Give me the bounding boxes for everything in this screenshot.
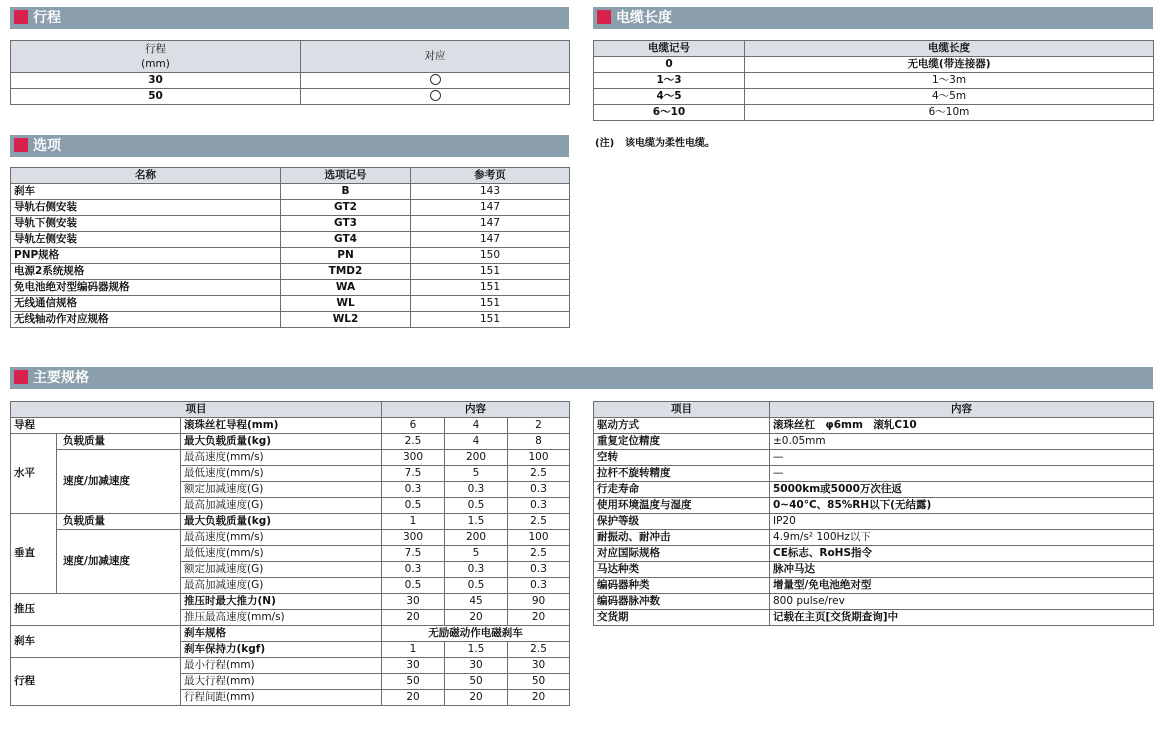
- table-row: [11, 264, 570, 280]
- table-cell: 20: [445, 610, 508, 626]
- table-row: [11, 248, 570, 264]
- section-title: 选项: [33, 138, 61, 154]
- table-cell: 2: [508, 418, 570, 434]
- table-header: 名称: [11, 168, 281, 184]
- table-row: [594, 418, 1154, 434]
- table-row: [594, 89, 1154, 105]
- note-text: 该电缆为柔性电缆。: [625, 138, 715, 149]
- table-row: [11, 450, 570, 466]
- table-cell: 1.5: [445, 642, 508, 658]
- table-cell: 电源2系统规格: [11, 264, 281, 280]
- table-cell: 导轨下侧安装: [11, 216, 281, 232]
- table-header: 项目: [11, 402, 382, 418]
- group-label: 推压: [11, 594, 181, 626]
- table-header: 项目: [594, 402, 770, 418]
- sub-group-label: 负载质量: [57, 434, 181, 450]
- row-label: 行走寿命: [594, 482, 770, 498]
- table-cell: GT2: [281, 200, 411, 216]
- table-cell: GT4: [281, 232, 411, 248]
- available-circle-icon: [430, 90, 441, 101]
- table-cell: PN: [281, 248, 411, 264]
- table-row: [11, 280, 570, 296]
- table-cell: 200: [445, 450, 508, 466]
- table-cell: 1: [382, 642, 445, 658]
- table-cell: 1: [382, 514, 445, 530]
- table-header: 对应: [301, 41, 570, 73]
- table-cell: —: [770, 466, 1154, 482]
- table-cell: 30: [382, 658, 445, 674]
- section-header-specs: [10, 367, 1153, 389]
- table-cell: 2.5: [382, 434, 445, 450]
- table-cell: PNP规格: [11, 248, 281, 264]
- table-cell: 7.5: [382, 466, 445, 482]
- table-cell: 20: [445, 690, 508, 706]
- row-label: 保护等级: [594, 514, 770, 530]
- group-label: 导程: [11, 418, 181, 434]
- table-cell: 2.5: [508, 466, 570, 482]
- table-cell: 20: [508, 690, 570, 706]
- table-row: [11, 216, 570, 232]
- table-cell: WA: [281, 280, 411, 296]
- table-row: [594, 530, 1154, 546]
- group-label: 垂直: [11, 514, 57, 594]
- table-cell: 0.3: [445, 482, 508, 498]
- table-cell: WL2: [281, 312, 411, 328]
- table-row: [594, 105, 1154, 121]
- section-marker-icon: [14, 370, 28, 384]
- table-row: [11, 418, 570, 434]
- table-cell: CE标志、RoHS指令: [770, 546, 1154, 562]
- table-cell: TMD2: [281, 264, 411, 280]
- group-label: 水平: [11, 434, 57, 514]
- table-cell: 30: [508, 658, 570, 674]
- table-row: [594, 466, 1154, 482]
- section-header-options: [10, 135, 569, 157]
- row-label: 最低速度(mm/s): [181, 546, 382, 562]
- row-label: 推压最高速度(mm/s): [181, 610, 382, 626]
- table-row: [594, 514, 1154, 530]
- row-label: 刹车规格: [181, 626, 382, 642]
- table-row: [11, 89, 570, 105]
- table-cell: 45: [445, 594, 508, 610]
- table-cell: 滚珠丝杠 φ6mm 滚轧C10: [770, 418, 1154, 434]
- table-cell: 8: [508, 434, 570, 450]
- table-row: [594, 482, 1154, 498]
- row-label: 最高加减速度(G): [181, 578, 382, 594]
- available-circle-icon: [430, 74, 441, 85]
- table-cell: 30: [382, 594, 445, 610]
- table-cell: 0.5: [382, 578, 445, 594]
- table-row: [594, 610, 1154, 626]
- table-cell: 0.3: [508, 498, 570, 514]
- row-label: 最大行程(mm): [181, 674, 382, 690]
- table-cell: 0.5: [445, 498, 508, 514]
- row-label: 最高速度(mm/s): [181, 530, 382, 546]
- table-cell: 0.3: [382, 482, 445, 498]
- table-cell: 无励磁动作电磁刹车: [382, 626, 570, 642]
- row-label: 马达种类: [594, 562, 770, 578]
- row-label: 推压时最大推力(N): [181, 594, 382, 610]
- options-table: [10, 167, 570, 328]
- table-cell: IP20: [770, 514, 1154, 530]
- row-label: 使用环境温度与湿度: [594, 498, 770, 514]
- table-cell: 100: [508, 530, 570, 546]
- row-label: 交货期: [594, 610, 770, 626]
- table-row: [594, 450, 1154, 466]
- table-cell: 记载在主页[交货期查询]中: [770, 610, 1154, 626]
- specs-left-table: [10, 401, 570, 706]
- table-header: 电缆记号: [594, 41, 745, 57]
- table-row: [594, 578, 1154, 594]
- table-cell: 151: [411, 312, 570, 328]
- table-cell: 0.3: [508, 578, 570, 594]
- table-row: [11, 530, 570, 546]
- table-cell: 2.5: [508, 514, 570, 530]
- sub-group-label: 速度/加减速度: [57, 450, 181, 514]
- table-cell: 0.3: [508, 482, 570, 498]
- table-cell: 0.3: [508, 562, 570, 578]
- table-cell: 2.5: [508, 546, 570, 562]
- table-row: [11, 296, 570, 312]
- table-row: [11, 434, 570, 450]
- table-cell: 6: [382, 418, 445, 434]
- table-row: [594, 562, 1154, 578]
- row-label: 额定加减速度(G): [181, 482, 382, 498]
- cable-table: [593, 40, 1154, 121]
- table-cell: 100: [508, 450, 570, 466]
- table-cell: 导轨右侧安装: [11, 200, 281, 216]
- table-row: [11, 73, 570, 89]
- table-header: 选项记号: [281, 168, 411, 184]
- table-cell: 导轨左侧安装: [11, 232, 281, 248]
- stroke-table: [10, 40, 570, 105]
- table-cell: B: [281, 184, 411, 200]
- table-row: [594, 546, 1154, 562]
- table-row: [594, 73, 1154, 89]
- table-cell: 0.5: [445, 578, 508, 594]
- table-cell: 5: [445, 546, 508, 562]
- table-cell: 增量型/免电池绝对型: [770, 578, 1154, 594]
- table-cell: 151: [411, 296, 570, 312]
- table-cell: 无线通信规格: [11, 296, 281, 312]
- group-label: 行程: [11, 658, 181, 706]
- table-cell: 无电缆(带连接器): [745, 57, 1154, 73]
- table-cell: 0: [594, 57, 745, 73]
- row-label: 最高速度(mm/s): [181, 450, 382, 466]
- row-label: 重复定位精度: [594, 434, 770, 450]
- table-row: [594, 434, 1154, 450]
- row-label: 最高加减速度(G): [181, 498, 382, 514]
- row-label: 对应国际规格: [594, 546, 770, 562]
- table-header: 行程 (mm): [11, 41, 301, 73]
- table-cell: GT3: [281, 216, 411, 232]
- table-cell: 30: [11, 73, 301, 89]
- table-cell: 4.9m/s² 100Hz以下: [770, 530, 1154, 546]
- group-label: 刹车: [11, 626, 181, 658]
- table-cell: 5: [445, 466, 508, 482]
- table-cell: 无线轴动作对应规格: [11, 312, 281, 328]
- table-row: [594, 57, 1154, 73]
- table-row: [11, 594, 570, 610]
- row-label: 行程间距(mm): [181, 690, 382, 706]
- table-cell: 0.3: [445, 562, 508, 578]
- table-cell: WL: [281, 296, 411, 312]
- table-cell: 免电池绝对型编码器规格: [11, 280, 281, 296]
- table-header: 电缆长度: [745, 41, 1154, 57]
- section-header-cable: [593, 7, 1153, 29]
- section-marker-icon: [597, 10, 611, 24]
- table-cell: 脉冲马达: [770, 562, 1154, 578]
- table-cell: 4: [445, 434, 508, 450]
- row-label: 最低速度(mm/s): [181, 466, 382, 482]
- table-header: 内容: [382, 402, 570, 418]
- table-cell: 20: [508, 610, 570, 626]
- row-label: 最大负载质量(kg): [181, 434, 382, 450]
- table-cell: 147: [411, 216, 570, 232]
- table-cell: 800 pulse/rev: [770, 594, 1154, 610]
- table-header: 参考页: [411, 168, 570, 184]
- table-row: [11, 184, 570, 200]
- table-cell: 50: [508, 674, 570, 690]
- table-cell: 4: [445, 418, 508, 434]
- table-cell: 4～5m: [745, 89, 1154, 105]
- table-cell: 5000km或5000万次往返: [770, 482, 1154, 498]
- table-row: [11, 514, 570, 530]
- table-header: 内容: [770, 402, 1154, 418]
- table-cell: 7.5: [382, 546, 445, 562]
- table-cell: 20: [382, 610, 445, 626]
- table-row: [11, 658, 570, 674]
- table-cell: 1.5: [445, 514, 508, 530]
- table-cell: 147: [411, 232, 570, 248]
- row-label: 驱动方式: [594, 418, 770, 434]
- table-cell: 20: [382, 690, 445, 706]
- table-cell: 2.5: [508, 642, 570, 658]
- table-cell: 1～3m: [745, 73, 1154, 89]
- sub-group-label: 速度/加减速度: [57, 530, 181, 594]
- table-cell: 151: [411, 264, 570, 280]
- row-label: 拉杆不旋转精度: [594, 466, 770, 482]
- row-label: 最小行程(mm): [181, 658, 382, 674]
- table-row: [594, 594, 1154, 610]
- table-cell: 刹车: [11, 184, 281, 200]
- table-cell: 151: [411, 280, 570, 296]
- table-row: [11, 312, 570, 328]
- table-cell: —: [770, 450, 1154, 466]
- cable-note: [595, 134, 715, 149]
- table-cell: [301, 73, 570, 89]
- table-cell: 4～5: [594, 89, 745, 105]
- section-title: 电缆长度: [616, 10, 672, 26]
- table-cell: 30: [445, 658, 508, 674]
- table-cell: 150: [411, 248, 570, 264]
- table-cell: 50: [382, 674, 445, 690]
- row-label: 额定加减速度(G): [181, 562, 382, 578]
- row-label: 耐振动、耐冲击: [594, 530, 770, 546]
- specs-right-table: [593, 401, 1154, 626]
- table-cell: 0~40°C、85%RH以下(无结露): [770, 498, 1154, 514]
- table-cell: 1～3: [594, 73, 745, 89]
- section-marker-icon: [14, 138, 28, 152]
- section-header-stroke: [10, 7, 569, 29]
- table-cell: 143: [411, 184, 570, 200]
- table-cell: 6～10: [594, 105, 745, 121]
- table-cell: 50: [11, 89, 301, 105]
- table-cell: 147: [411, 200, 570, 216]
- row-label: 滚珠丝杠导程(mm): [181, 418, 382, 434]
- row-label: 编码器脉冲数: [594, 594, 770, 610]
- row-label: 编码器种类: [594, 578, 770, 594]
- table-cell: 300: [382, 530, 445, 546]
- table-cell: 90: [508, 594, 570, 610]
- row-label: 最大负载质量(kg): [181, 514, 382, 530]
- note-prefix: (注): [595, 138, 615, 149]
- table-row: [11, 200, 570, 216]
- table-cell: ±0.05mm: [770, 434, 1154, 450]
- section-title: 主要规格: [33, 370, 89, 386]
- table-cell: 50: [445, 674, 508, 690]
- table-row: [11, 232, 570, 248]
- table-cell: 200: [445, 530, 508, 546]
- section-marker-icon: [14, 10, 28, 24]
- table-cell: 300: [382, 450, 445, 466]
- table-cell: [301, 89, 570, 105]
- row-label: 空转: [594, 450, 770, 466]
- section-title: 行程: [33, 10, 61, 26]
- sub-group-label: 负载质量: [57, 514, 181, 530]
- table-cell: 6～10m: [745, 105, 1154, 121]
- table-cell: 0.3: [382, 562, 445, 578]
- row-label: 刹车保持力(kgf): [181, 642, 382, 658]
- table-row: [11, 626, 570, 642]
- table-row: [594, 498, 1154, 514]
- table-cell: 0.5: [382, 498, 445, 514]
